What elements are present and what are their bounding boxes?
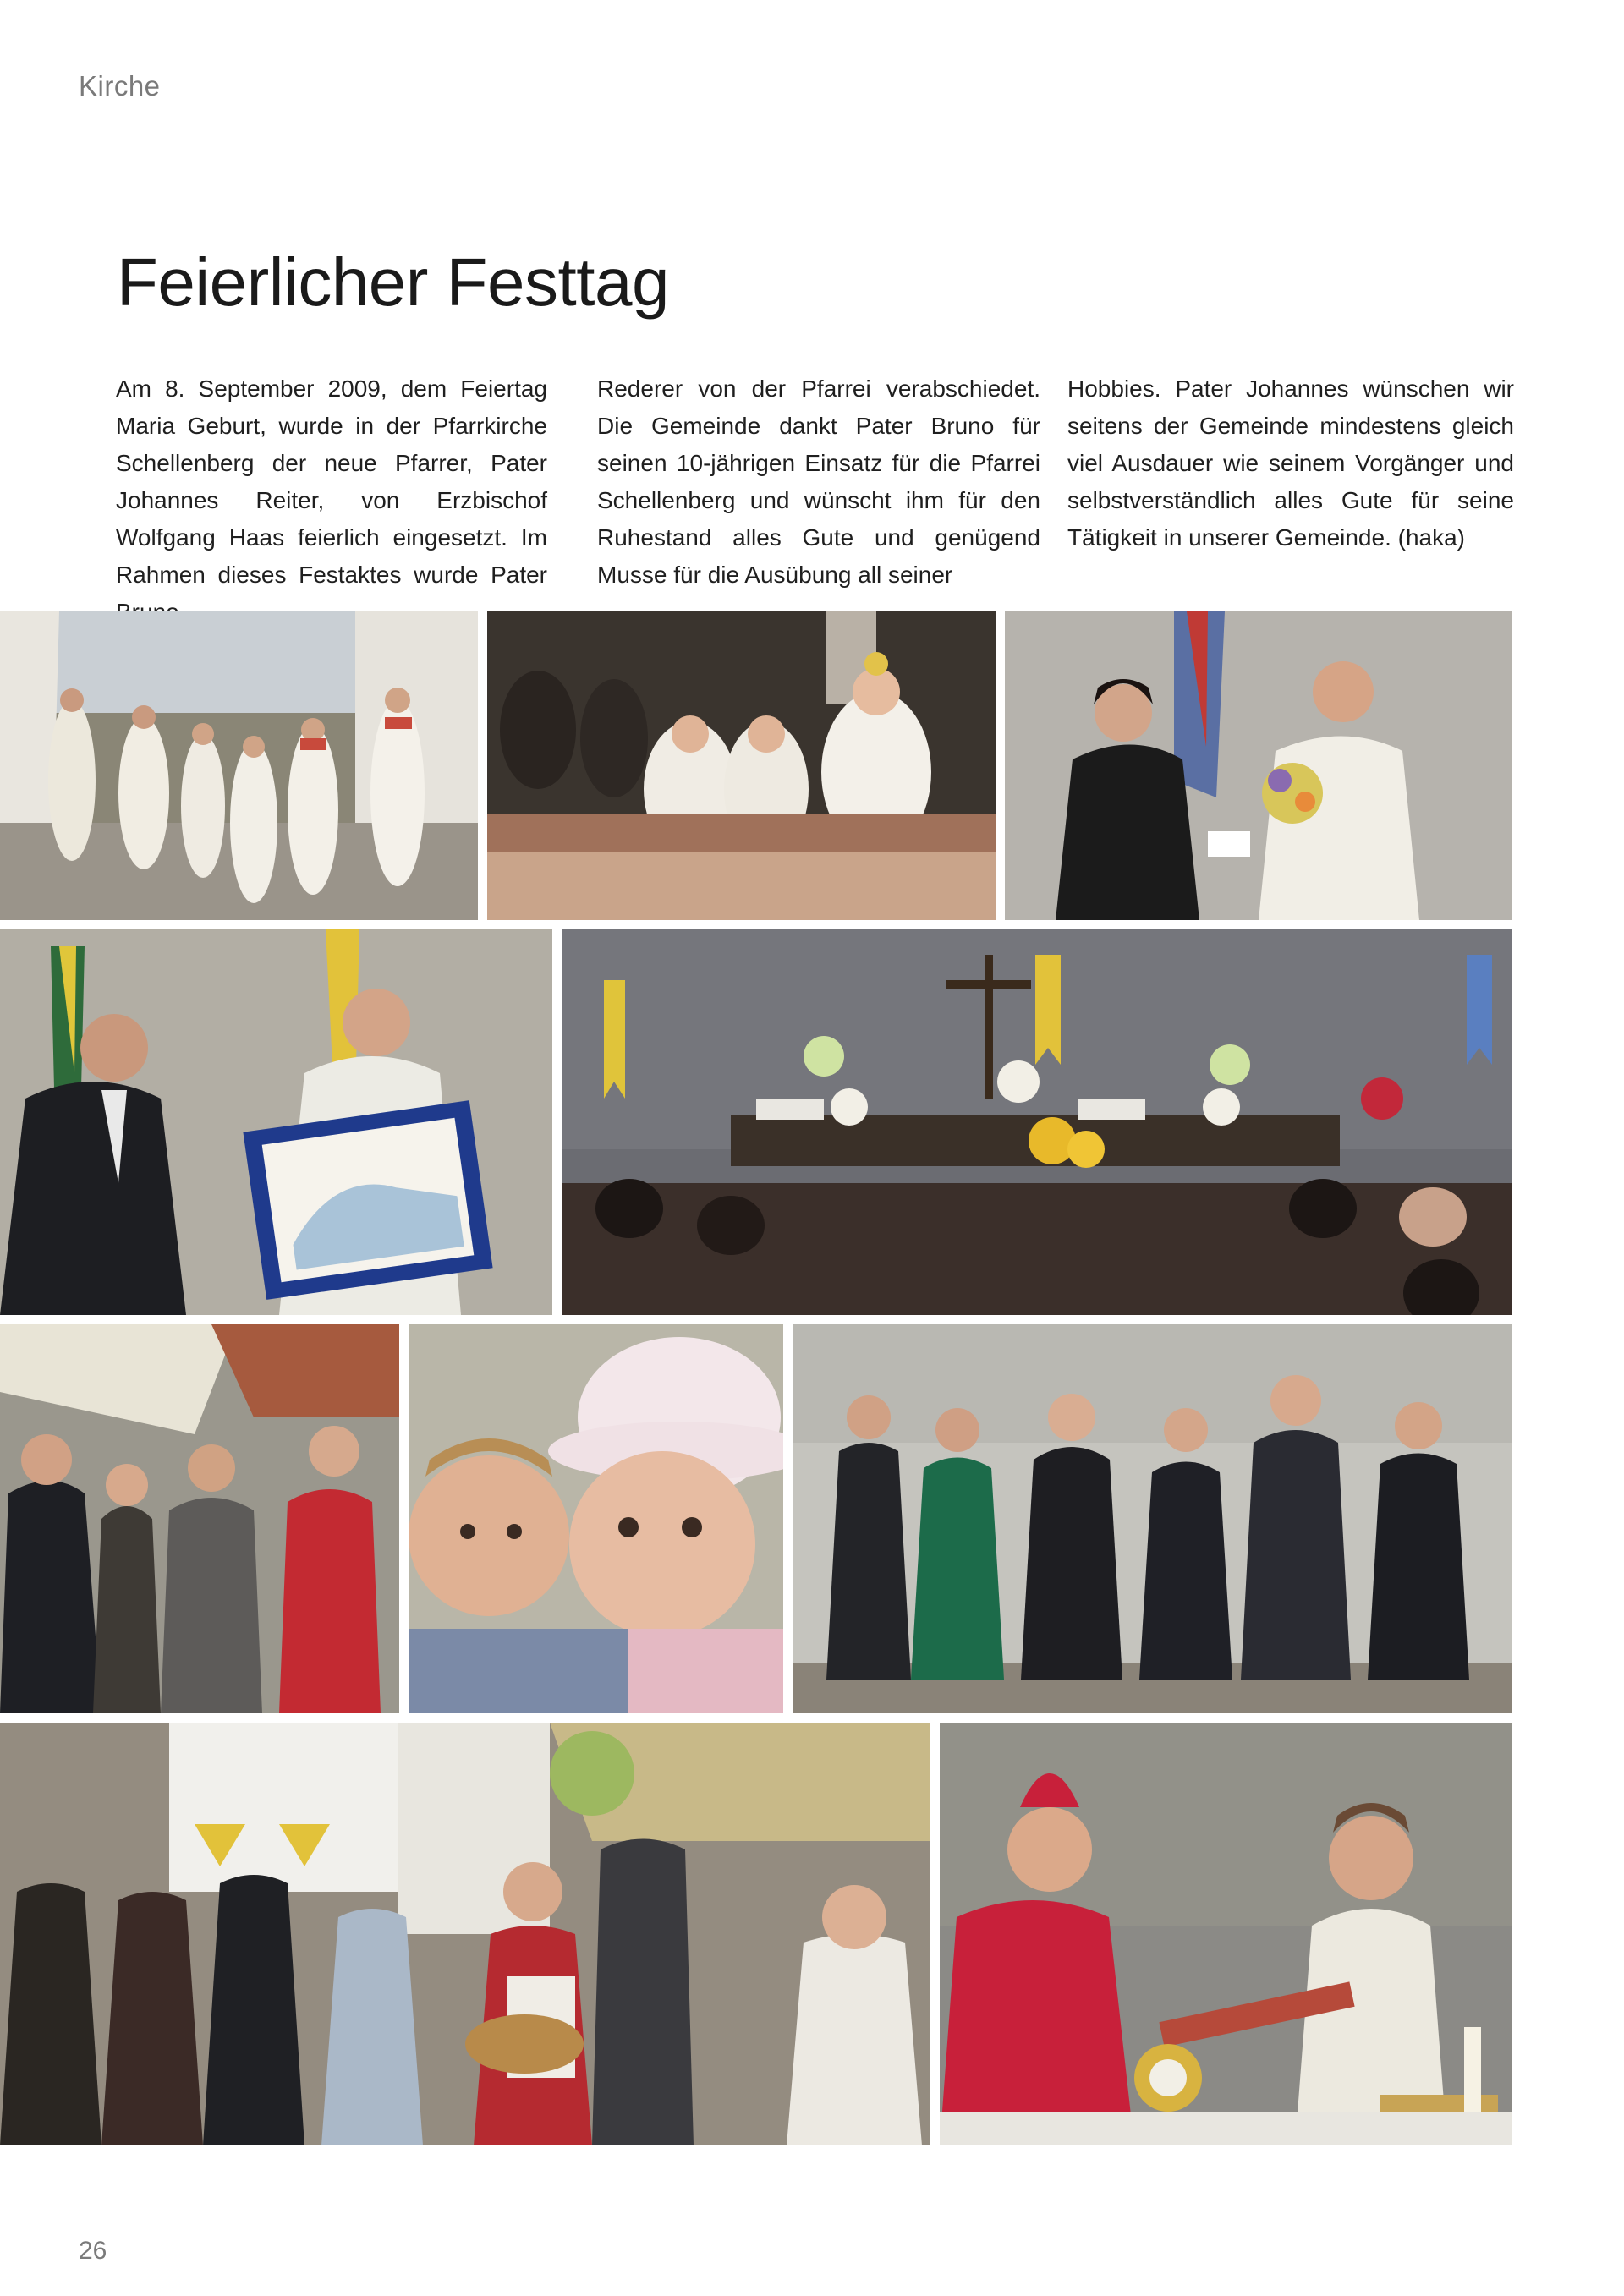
photo-group-portrait	[793, 1324, 1512, 1713]
photo-framed-painting	[0, 929, 552, 1315]
article-column-1: Am 8. September 2009, dem Feiertag Maria Geburt, wurde in der Pfarrkirche Schellenberg der neue Pfarrer, Pater Johannes Reiter, von Erzbischof Wolfgang Haas feierlich eingesetzt. Im Rahmen dieses Festaktes wurde Pater	[116, 375, 547, 588]
page-number: 26	[79, 2237, 107, 2265]
photo-bishop-ceremony	[940, 1723, 1512, 2145]
photo-children-pews	[487, 611, 996, 920]
photo-crowd-basket	[0, 1723, 930, 2145]
photo-priest-bouquet	[1005, 611, 1512, 920]
photo-procession	[0, 611, 478, 920]
photo-reception-group	[0, 1324, 399, 1713]
photo-children-closeup	[409, 1324, 783, 1713]
photo-church-altar	[562, 929, 1512, 1315]
section-label: Kirche	[79, 70, 161, 101]
article-column-2: Rederer von der Pfarrei verabschiedet. Die Gemeinde dankt Pater Bruno für seinen 10-jährigen Einsatz für die Pfarrei Schellenberg und wünscht ihm für den Ruhestand alles Gute und genügend Musse für die Ausübung all seiner	[597, 375, 1040, 588]
article-column-3: Hobbies. Pater Johannes wünschen wir seitens der Gemeinde mindestens gleich viel Ausdauer wie seinem Vorgänger und selbstverständlich alles Gute für seine Tätigkeit in unserer Gemeinde. (haka)	[1067, 375, 1514, 551]
article-title: Feierlicher Festtag	[117, 244, 669, 320]
